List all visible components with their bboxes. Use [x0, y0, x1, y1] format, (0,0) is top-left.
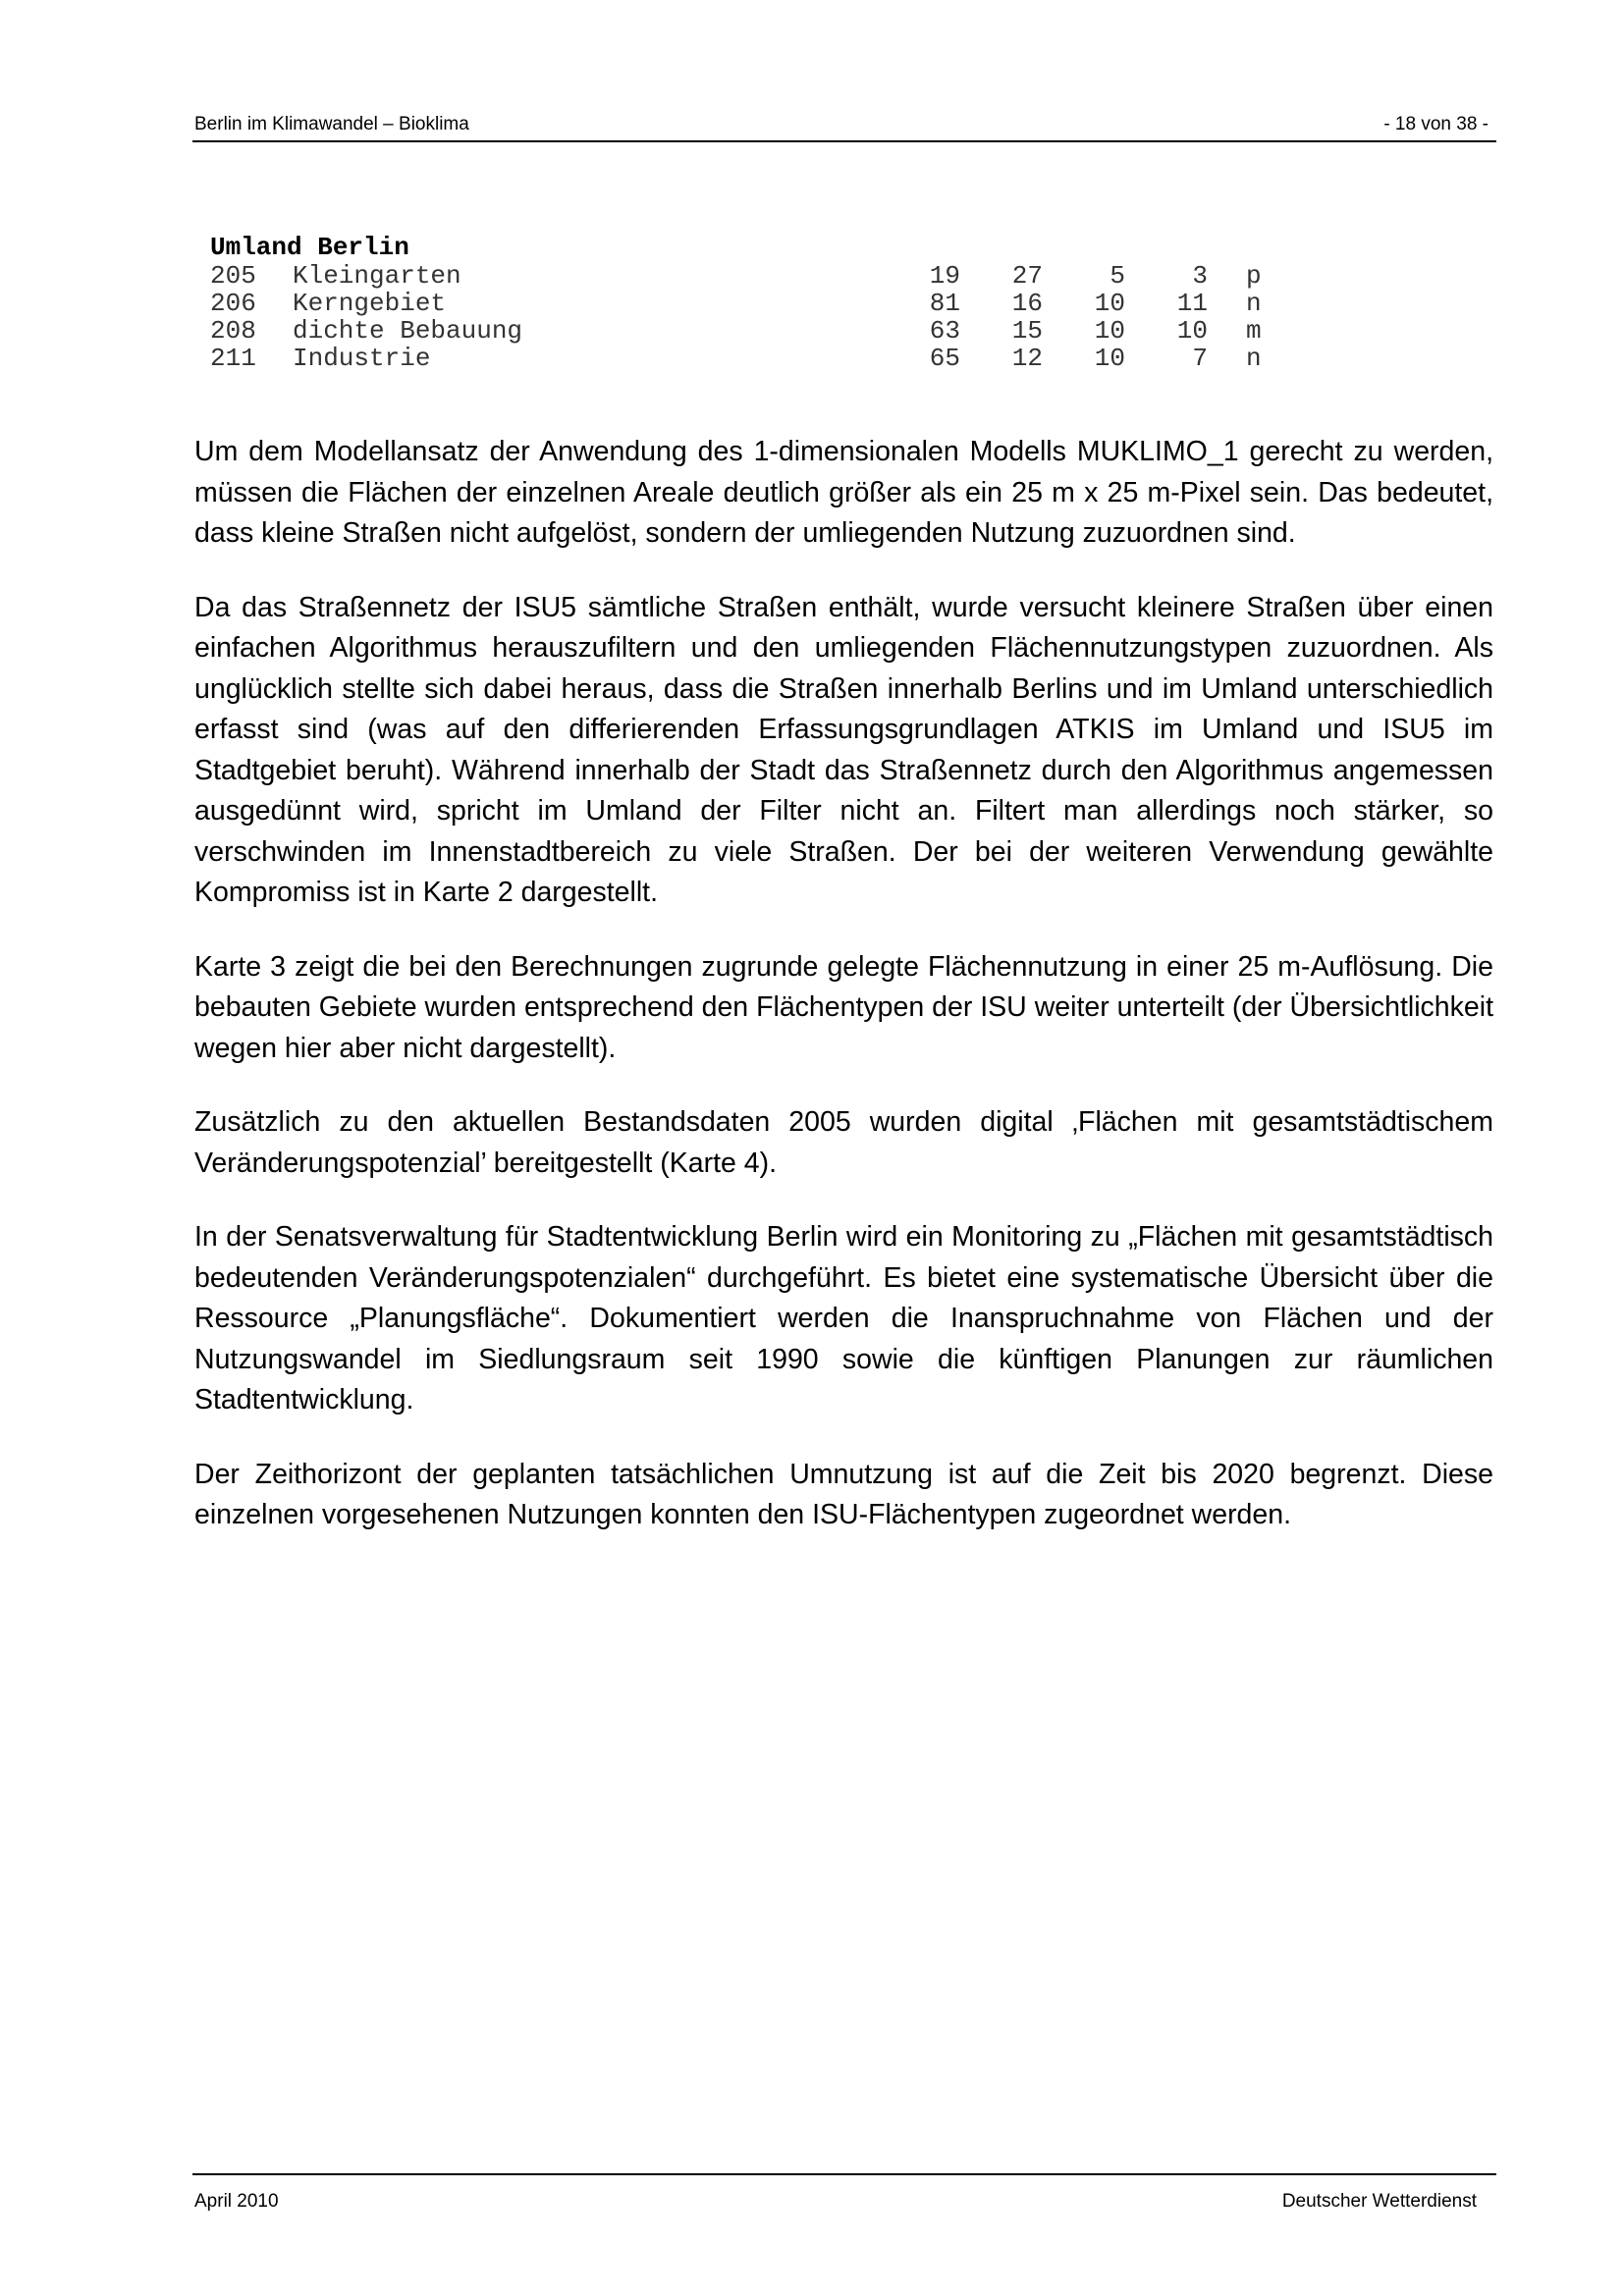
table-row [210, 290, 1290, 317]
page-footer [192, 2187, 1496, 2216]
row-value-4: 3 [1192, 261, 1208, 291]
row-class: m [1246, 316, 1262, 346]
row-code: 211 [210, 344, 256, 373]
row-value-1: 63 [929, 316, 960, 346]
row-code: 208 [210, 316, 256, 346]
table-row [210, 317, 1290, 345]
row-code: 206 [210, 289, 256, 318]
row-value-4: 7 [1192, 344, 1208, 373]
paragraph: Der Zeithorizont der geplanten tatsächlichen Umnutzung ist auf die Zeit bis 2020 begrenzt. Diese einzelnen vorgesehenen Nutzungen konnten den ISU-Flächentypen zugeordnet werden. [194, 1458, 1493, 1530]
land-use-table [210, 233, 1290, 372]
row-class: p [1246, 261, 1262, 291]
footer-publisher: Deutscher Wetterdienst [1281, 2191, 1477, 2212]
paragraph: Karte 3 zeigt die bei den Berechnungen zugrunde gelegte Flächennutzung in einer 25 m-Auflösung. Die bebauten Gebiete wurden entsprechend den Flächentypen der ISU weiter unterteilt (der Übersichtlichkeit wegen hier aber nicht dargestellt). [194, 950, 1493, 1064]
row-name: dichte Bebauung [293, 316, 523, 346]
row-value-3: 5 [1110, 261, 1125, 291]
page-header [192, 110, 1496, 139]
body-text [194, 432, 1493, 1570]
paragraph: Da das Straßennetz der ISU5 sämtliche Straßen enthält, wurde versucht kleinere Straßen über einen einfachen Algorithmus herauszufiltern und den umliegenden Flächennutzungstypen zuzuordnen. Als unglücklich stellte sich dabei heraus, dass die Straßen innerhalb Berlins und im Umland unterschiedlich erfasst sind (was auf den differierenden Erfassungsgrundlagen ATKIS im Umland und ISU5 im Stadtgebiet beruht). Während innerhalb der Stadt das Straßennetz durch den Algorithmus angemessen ausgedünnt wird, spricht im Umland der Filter nicht an. Filtert man allerdings noch stärker, so verschwinden im Innenstadtbereich zu viele Straßen. Der bei der weiteren Verwendung gewählte Kompromiss ist in Karte 2 dargestellt. [194, 591, 1493, 908]
row-class: n [1246, 289, 1262, 318]
row-value-2: 27 [1011, 261, 1043, 291]
page-number: - 18 von 38 - [1383, 114, 1489, 134]
row-value-3: 10 [1094, 344, 1125, 373]
paragraph: Um dem Modellansatz der Anwendung des 1-dimensionalen Modells MUKLIMO_1 gerecht zu werden, müssen die Flächen der einzelnen Areale deutlich größer als ein 25 m x 25 m-Pixel sein. Das bedeutet, dass kleine Straßen nicht aufgelöst, sondern der umliegenden Nutzung zuzuordnen sind. [194, 436, 1493, 549]
row-code: 205 [210, 261, 256, 291]
row-name: Kerngebiet [293, 289, 447, 318]
row-value-2: 12 [1011, 344, 1043, 373]
row-value-4: 11 [1176, 289, 1208, 318]
table-heading: Umland Berlin [210, 233, 409, 262]
header-title: Berlin im Klimawandel – Bioklima [194, 114, 469, 134]
row-value-2: 16 [1011, 289, 1043, 318]
footer-rule [192, 2173, 1496, 2175]
row-value-4: 10 [1176, 316, 1208, 346]
row-name: Kleingarten [293, 261, 461, 291]
paragraph: Zusätzlich zu den aktuellen Bestandsdaten 2005 wurden digital ‚Flächen mit gesamtstädtischem Veränderungspotenzial’ bereitgestellt (Karte 4). [194, 1106, 1493, 1179]
footer-date: April 2010 [194, 2191, 279, 2212]
table-row [210, 345, 1290, 372]
row-value-1: 19 [929, 261, 960, 291]
row-value-1: 81 [929, 289, 960, 318]
row-value-1: 65 [929, 344, 960, 373]
row-value-3: 10 [1094, 316, 1125, 346]
row-value-3: 10 [1094, 289, 1125, 318]
paragraph: In der Senatsverwaltung für Stadtentwicklung Berlin wird ein Monitoring zu „Flächen mit gesamtstädtisch bedeutenden Veränderungspotenzialen“ durchgeführt. Es bietet eine systematische Übersicht über die Ressource „Planungsfläche“. Dokumentiert werden die Inanspruchnahme von Flächen und der Nutzungswandel im Siedlungsraum seit 1990 sowie die künftigen Planungen zur räumlichen Stadtentwicklung. [194, 1221, 1493, 1415]
row-name: Industrie [293, 344, 431, 373]
row-class: n [1246, 344, 1262, 373]
header-rule [192, 140, 1496, 142]
row-value-2: 15 [1011, 316, 1043, 346]
table-row [210, 262, 1290, 290]
